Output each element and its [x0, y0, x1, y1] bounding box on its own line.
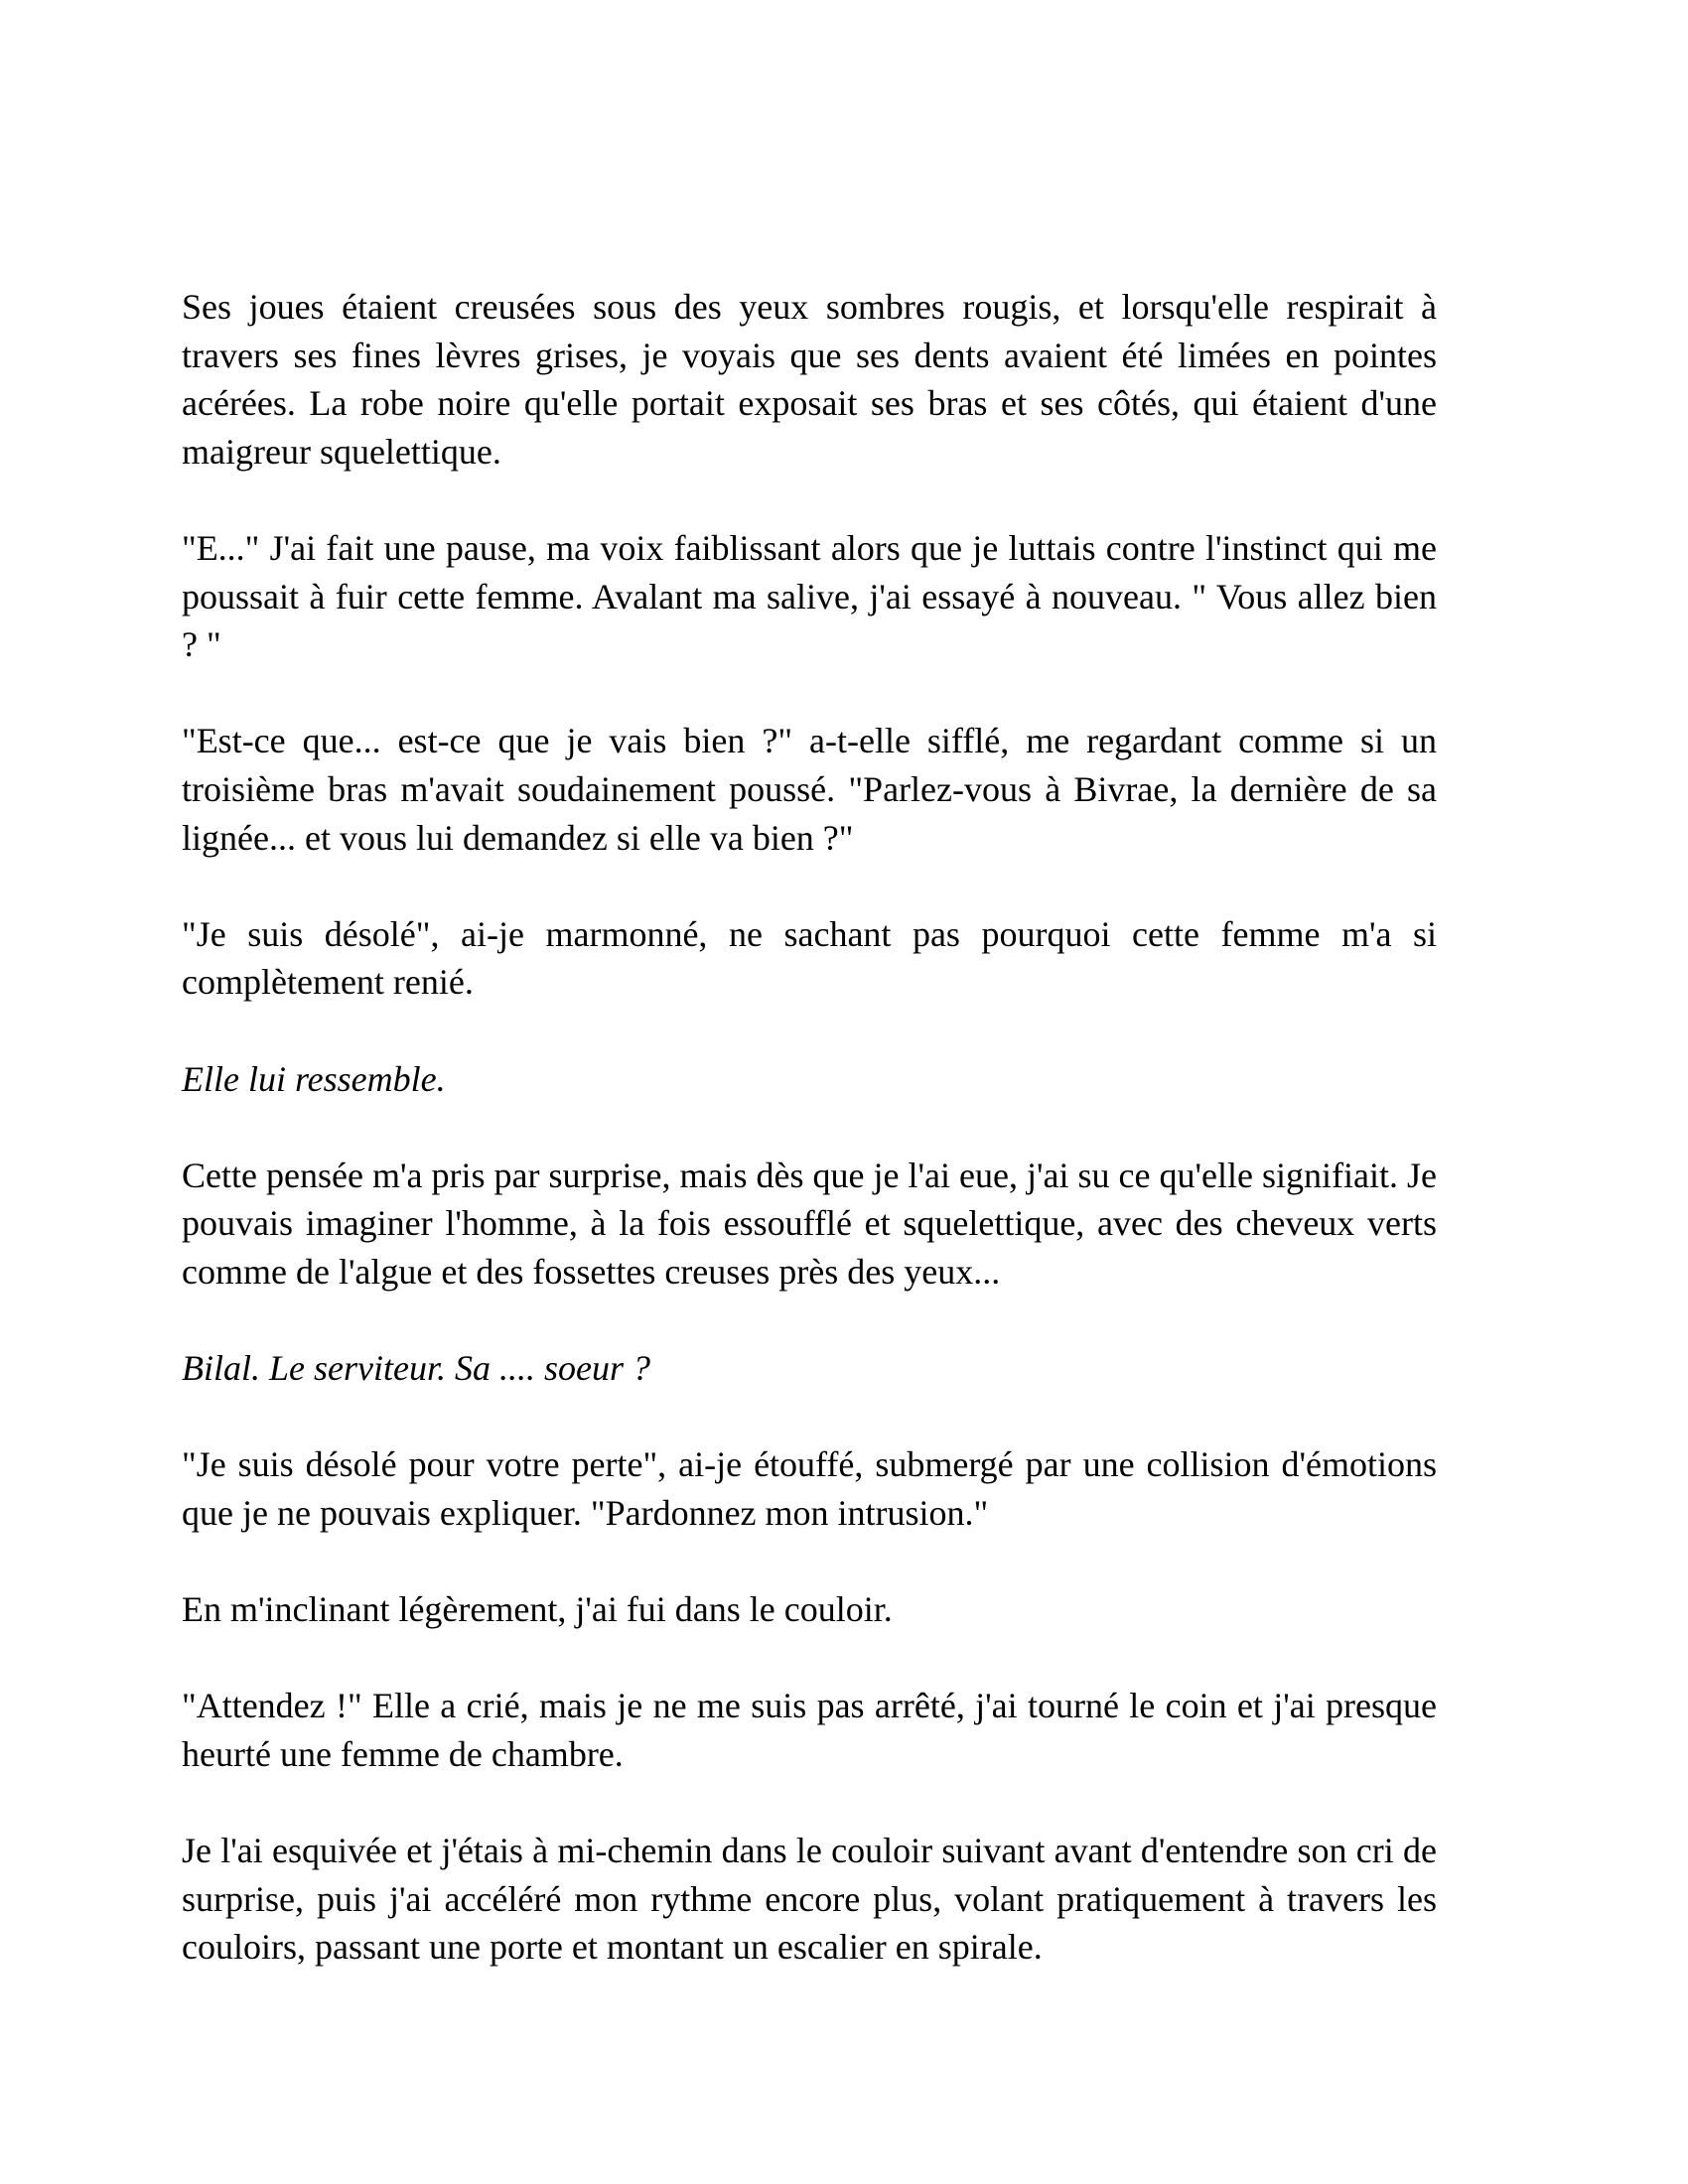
- paragraph: Cette pensée m'a pris par surprise, mais dès que je l'ai eue, j'ai su ce qu'elle signifiait. Je pouvais imaginer l'homme, à la fois essoufflé et squelettique, avec des cheveux verts comme de l'algue et des fossettes creuses près des yeux...: [182, 1155, 1437, 1292]
- paragraph: "Je suis désolé pour votre perte", ai-je étouffé, submergé par une collision d'émotions que je ne pouvais expliquer. "Pardonnez mon intrusion.": [182, 1444, 1437, 1533]
- paragraph: "E..." J'ai fait une pause, ma voix faiblissant alors que je luttais contre l'instinct qui me poussait à fuir cette femme. Avalant ma salive, j'ai essayé à nouveau. " Vous allez bien ? ": [182, 527, 1437, 665]
- paragraph: "Est-ce que... est-ce que je vais bien ?" a-t-elle sifflé, me regardant comme si un troisième bras m'avait soudainement poussé. "Parlez-vous à Bivrae, la dernière de sa lignée... et vous lui demandez si elle va bien ?": [182, 721, 1437, 858]
- italic-thought: Bilal. Le serviteur. Sa .... soeur ?: [182, 1348, 650, 1389]
- italic-thought: Elle lui ressemble.: [182, 1058, 446, 1099]
- paragraph: Je l'ai esquivée et j'étais à mi-chemin dans le couloir suivant avant d'entendre son cri de surprise, puis j'ai accéléré mon rythme encore plus, volant pratiquement à travers les couloirs, passant une porte et montant un escalier en spirale.: [182, 1831, 1437, 1968]
- paragraph: "Je suis désolé", ai-je marmonné, ne sachant pas pourquoi cette femme m'a si complètement renié.: [182, 913, 1437, 1003]
- paragraph: "Attendez !" Elle a crié, mais je ne me suis pas arrêté, j'ai tourné le coin et j'ai presque heurté une femme de chambre.: [182, 1686, 1437, 1774]
- paragraph: En m'inclinant légèrement, j'ai fui dans le couloir.: [182, 1589, 893, 1630]
- document-page: [182, 283, 1437, 2019]
- paragraph: Ses joues étaient creusées sous des yeux sombres rougis, et lorsqu'elle respirait à travers ses fines lèvres grises, je voyais que ses dents avaient été limées en pointes acérées. La robe noire qu'elle portait exposait ses bras et ses côtés, qui étaient d'une maigreur squelettique.: [182, 287, 1437, 472]
